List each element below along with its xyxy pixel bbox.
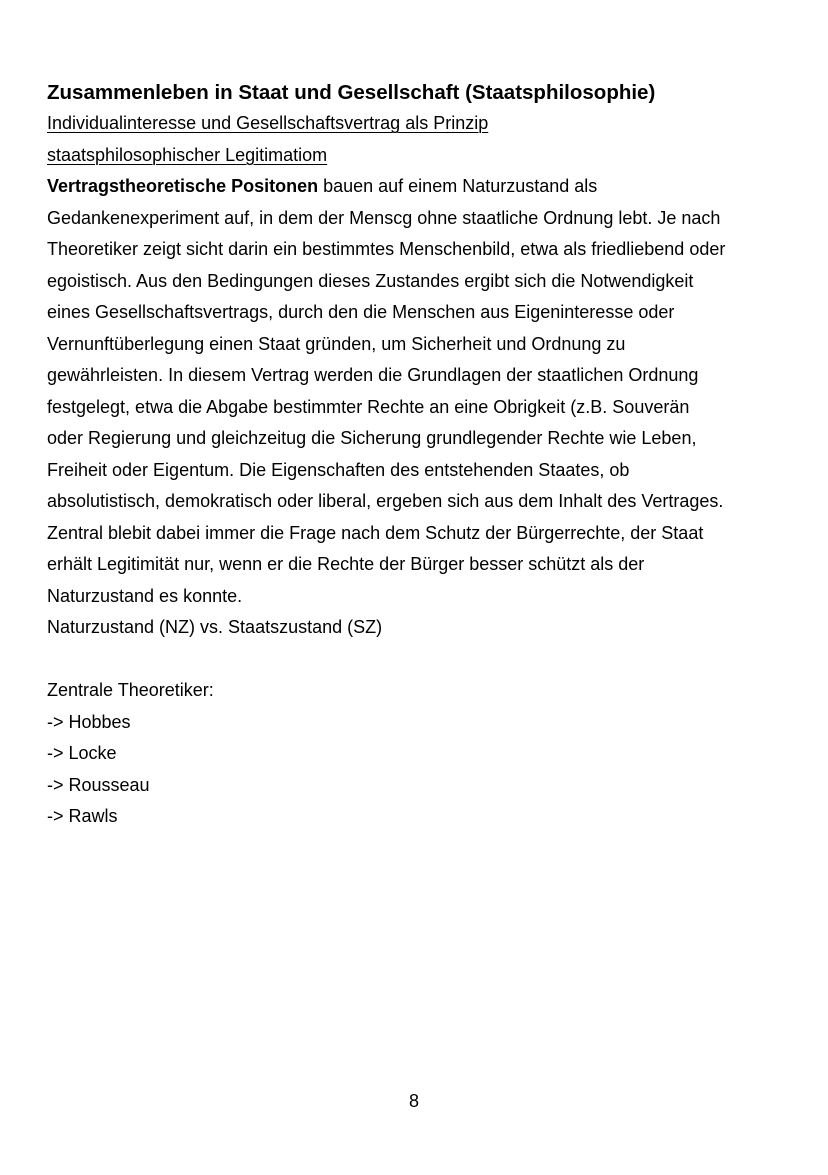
paragraph-line: gewährleisten. In diesem Vertrag werden die Grundlagen der staatlichen Ordnung <box>47 365 699 385</box>
theorist-item: -> Locke <box>47 743 117 763</box>
subtitle-line-2: staatsphilosophischer Legitimatiom <box>47 144 328 165</box>
first-line-rest: bauen auf einem Naturzustand als <box>318 176 598 196</box>
document-page <box>47 77 787 833</box>
paragraph-line: eines Gesellschaftsvertrags, durch den die Menschen aus Eigeninteresse oder <box>47 302 675 322</box>
theorist-item: -> Hobbes <box>47 711 131 732</box>
paragraph-first-line <box>47 171 787 203</box>
theorist-item: -> Rousseau <box>47 774 150 795</box>
paragraph-line: Zentral blebit dabei immer die Frage nach dem Schutz der Bürgerrechte, der Staat <box>47 522 704 543</box>
paragraph-line: erhält Legitimität nur, wenn er die Rechte der Bürger besser schützt als der <box>47 554 645 574</box>
theorists-heading: Zentrale Theoretiker: <box>47 680 214 700</box>
blank-line <box>47 644 787 676</box>
page-number: 8 <box>408 1091 419 1111</box>
paragraph-line: absolutistisch, demokratisch oder liberal, ergeben sich aus dem Inhalt des Vertrages. <box>47 491 724 511</box>
paragraph-line: Freiheit oder Eigentum. Die Eigenschaften des entstehenden Staates, ob <box>47 459 630 480</box>
subtitle-line-1: Individualinteresse und Gesellschaftsvertrag als Prinzip <box>47 113 489 133</box>
paragraph-line: oder Regierung und gleichzeitug die Sicherung grundlegender Rechte wie Leben, <box>47 428 697 448</box>
paragraph-line: egoistisch. Aus den Bedingungen dieses Zustandes ergibt sich die Notwendigkeit <box>47 270 694 291</box>
paragraph-line: festgelegt, etwa die Abgabe bestimmter Rechte an eine Obrigkeit (z.B. Souverän <box>47 396 690 417</box>
paragraph-line: Gedankenexperiment auf, in dem der Menscg ohne staatliche Ordnung lebt. Je nach <box>47 207 721 228</box>
paragraph-line: Theoretiker zeigt sicht darin ein bestimmtes Menschenbild, etwa als friedliebend oder <box>47 239 726 259</box>
paragraph-line: Vernunftüberlegung einen Staat gründen, um Sicherheit und Ordnung zu <box>47 333 626 354</box>
theorist-item: -> Rawls <box>47 806 118 826</box>
paragraph-line: Naturzustand es konnte. <box>47 585 243 606</box>
bold-lead: Vertragstheoretische Positonen <box>47 176 319 196</box>
comparison-line: Naturzustand (NZ) vs. Staatszustand (SZ) <box>47 617 383 637</box>
page-title: Zusammenleben in Staat und Gesellschaft (Staatsphilosophie) <box>47 81 656 104</box>
